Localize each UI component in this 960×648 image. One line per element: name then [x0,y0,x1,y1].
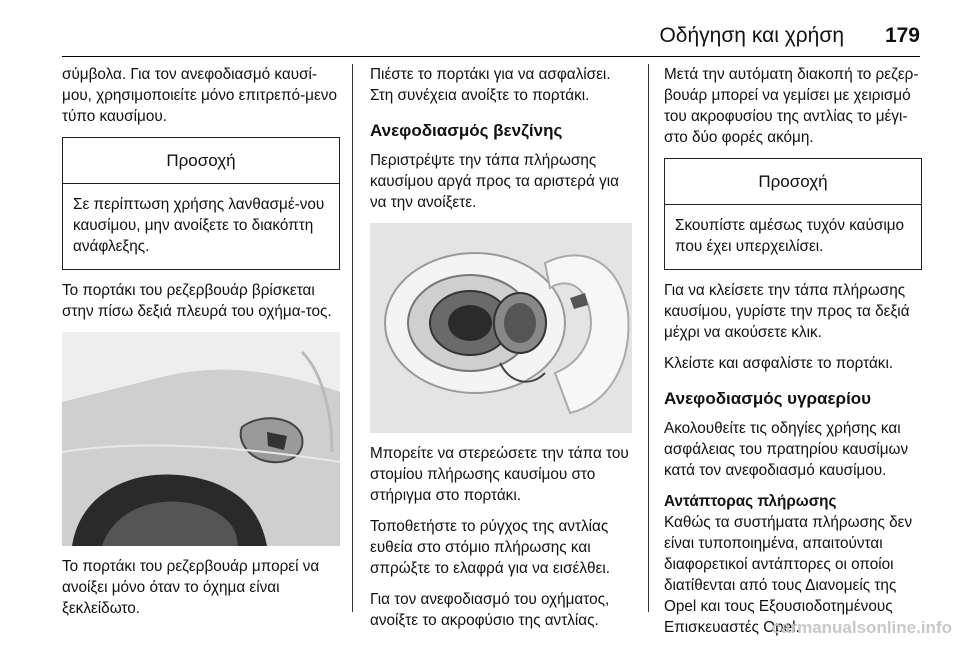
column-1 [62,64,340,629]
warning-text: Σε περίπτωση χρήσης λανθασμέ-νου καυσίμου, μην ανοίξετε το διακόπτη ανάφλεξης. [73,196,325,255]
warning-title: Προσοχή [665,159,921,205]
nozzle-paragraph: Τοποθετήστε το ρύγχος της αντλίας ευθεία στο στόμιο πλήρωσης και σπρώξτε το ελαφρά για να εισέλθει. [370,518,610,577]
warning-box [664,158,922,270]
section-title: Οδήγηση και χρήση [659,24,844,47]
intro-paragraph: σύμβολα. Για τον ανεφοδιασμό καυσί-μου, χρησιμοποιείτε μόνο επιτρεπό-μενο τύπο καυσίμου. [62,66,337,125]
column-2 [370,64,632,641]
lock-door-paragraph: Κλείστε και ασφαλίστε το πορτάκι. [664,355,894,372]
attach-cap-paragraph: Μπορείτε να στερεώσετε την τάπα του στομίου πλήρωσης καυσίμου στο στήριγμα στο πορτάκι. [370,445,629,504]
header-rule [62,56,920,57]
warning-box [62,137,340,270]
lpg-paragraph: Ακολουθείτε τις οδηγίες χρήσης και ασφάλειας του πρατηρίου καυσίμων κατά τον ανεφοδιασμό καυσίμου. [664,420,909,479]
adapters-paragraph: Καθώς τα συστήματα πλήρωσης δεν είναι τυποποιημένα, απαιτούνται διαφορετικοί αντάπτορες οι οποίοι διατίθενται από τους Διανομείς της Opel και τους Εξουσιοδοτημένους Επισκευαστές Opel. [664,514,913,636]
open-nozzle-paragraph: Για τον ανεφοδιασμό του οχήματος, ανοίξτε το ακροφύσιο της αντλίας. [370,591,610,629]
column-divider [352,64,353,612]
column-3 [664,64,922,648]
unlocked-paragraph: Το πορτάκι του ρεζερβουάρ μπορεί να ανοίξει μόνο όταν το όχημα είναι ξεκλείδωτο. [62,558,320,617]
fuel-cap-photo [370,223,632,433]
turn-cap-paragraph: Περιστρέψτε την τάπα πλήρωσης καυσίμου αργά προς τα αριστερά για να την ανοίξετε. [370,152,619,211]
page-header [0,0,960,58]
petrol-heading: Ανεφοδιασμός βενζίνης [370,121,563,140]
lpg-heading: Ανεφοδιασμός υγραερίου [664,389,872,408]
watermark: carmanualsonline.info [771,618,952,637]
page-number: 179 [884,24,920,47]
close-cap-paragraph: Για να κλείσετε την τάπα πλήρωσης καυσίμου, γυρίστε την προς τα δεξιά μέχρι να ακούσετε κλικ. [664,282,910,341]
after-cutoff-paragraph: Μετά την αυτόματη διακοπή το ρεζερ-βουάρ μπορεί να γεμίσει με χειρισμό του ακροφυσίου της αντλίας το μέγι-στο δύο φορές ακόμη. [664,66,919,146]
adapters-subheading: Αντάπτορας πλήρωσης [664,493,837,510]
location-paragraph: Το πορτάκι του ρεζερβουάρ βρίσκεται στην πίσω δεξιά πλευρά του οχήμα-τος. [62,282,332,320]
warning-title: Προσοχή [63,138,339,184]
warning-text: Σκουπίστε αμέσως τυχόν καύσιμο που έχει υπερχειλίσει. [675,217,905,255]
fuel-door-photo [62,332,340,546]
press-paragraph: Πιέστε το πορτάκι για να ασφαλίσει. Στη συνέχεια ανοίξτε το πορτάκι. [370,66,611,104]
column-divider [648,64,649,612]
